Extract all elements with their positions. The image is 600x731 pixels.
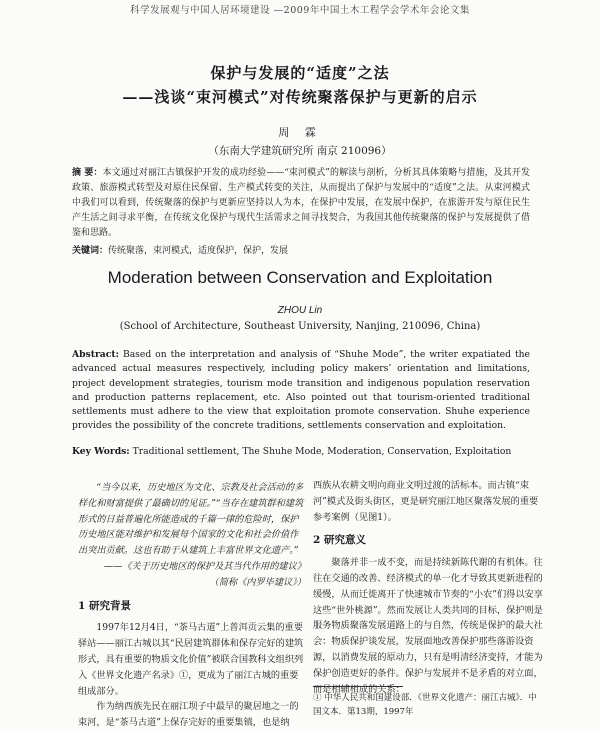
running-header: 科学发展观与中国人居环境建设 —2009年中国土木工程学会学术年会论文集 xyxy=(130,5,470,16)
chinese-keywords-text: 传统聚落，束河模式，适度保护，保护，发展 xyxy=(108,246,289,256)
right-column xyxy=(313,478,543,697)
chinese-abstract-text: 本文通过对丽江古镇保护开发的成功经验——“束河模式”的解读与剖析，分析其具体策略与措施，及其开发政策、旅游模式转型及对原住民保留、生产模式转变的关注，从而提出了保护与发展中的“适度”之法。从束河模式中我们可以看到，传统聚落的保护与更新应坚持以人为本，在保护中发展，在发展中保护，在旅游开发与原住民生产生活之间寻求平衡，在传统文化保护与现代生活需求之间寻找契合，为我国其他传统聚落的保护与发展提供了借鉴和思路。 xyxy=(72,168,530,238)
section-1-heading: 1 研究背景 xyxy=(78,599,131,612)
english-keywords-text: Traditional settlement, The Shuhe Mode, Moderation, Conservation, Exploitation xyxy=(129,446,512,457)
section-1-paragraph-2: 作为纳西族先民在丽江坝子中最早的聚居地之一的束河，是“茶马古道”上保存完好的重要集镇，也是纳 xyxy=(78,701,299,729)
english-abstract xyxy=(72,348,530,434)
footnote-rule xyxy=(313,686,403,687)
epigraph-quote: “当今以来，历史地区为文化、宗教及社会活动的多样化和财富提供了最确切的见证。”“当存在建筑群和建筑形式的日益普遍化所能造成的千篇一律的危险时，保护历史地区能对维护和发展每个国家的文化和社会价值作出突出贡献。这也有助于从建筑上丰富世界文化遗产。” xyxy=(78,482,304,557)
english-abstract-text: Based on the interpretation and analysis of “Shuhe Mode”, the writer expatiated the advanced actual measures respectively, including policy makers’ orientation and limitations, project development strategies, tourism mode transition and indigenous population reservation and production patterns replacement, etc. Also pointed out that tourism-oriented traditional settlements must adhere to the view that exploitation promote conservation. Shuhe experience provides the possibility of the concrete traditions, settlements conservation and exploitation. xyxy=(72,349,530,432)
epigraph-source: ——《关于历史地区的保护及其当代作用的建议》 xyxy=(103,560,306,572)
chinese-subtitle: ——浅谈“束河模式”对传统聚落保护与更新的启示 xyxy=(122,88,478,106)
english-affiliation: (School of Architecture, Southeast University, Nanjing, 210096, China) xyxy=(119,321,481,332)
right-column-paragraph: 西族从农耕文明向商业文明过渡的活标本。而古镇“束河”模式及街头街区，更是研究丽江地区聚落发展的重要参考案例（见图1）。 xyxy=(313,480,539,523)
chinese-title: 保护与发展的“适度”之法 xyxy=(210,64,390,82)
english-abstract-label: Abstract: xyxy=(72,349,119,360)
english-author: ZHOU Lin xyxy=(277,305,323,316)
chinese-abstract-label: 摘 要： xyxy=(72,168,103,178)
footnote: ① 中华人民共和国建设部．《世界文化遗产：丽江古城》．中国文本．第13期，1997年 xyxy=(313,693,537,717)
left-column xyxy=(78,480,306,731)
chinese-keywords-label: 关键词： xyxy=(72,246,109,256)
section-1-paragraph: 1997年12月4日，“茶马古道”上普洱贡云集的重要驿站——丽江古城以其“民居建筑群体和保存完好的建筑形式，具有重要的物质文化价值”被联合国教科文组织列入《世界文化遗产名录》①，更成为了丽江古城的重要组成部分。 xyxy=(78,622,304,697)
section-2-heading: 2 研究意义 xyxy=(313,534,366,547)
chinese-keywords xyxy=(72,244,530,259)
chinese-affiliation: （东南大学建筑研究所 南京 210096） xyxy=(208,145,392,157)
chinese-author: 周 霖 xyxy=(278,126,322,139)
chinese-abstract xyxy=(72,166,530,241)
english-keywords-label: Key Words: xyxy=(72,446,130,457)
section-2-paragraph: 聚落并非一成不变，而是持续新陈代谢的有机体。往往在交通的改善、经济模式的单一化才导致其更新进程的缓慢，从而迁徙离开了快速城市节奏的“小农”们得以安享这些“世外桃源”。然而发展让人类共同的目标，保护则是服务物质聚落发展道路上的与自然，传统是保护的最大社会：物质保护谈发展，发展面地改善保护那些落游设资源，以消费发展的原动力，只有是明清经济变持，才能为保护创造更好的条件。保护与发展并不是矛盾的对立面，而是相辅相成的关系： xyxy=(313,557,543,695)
english-keywords xyxy=(72,445,530,459)
english-title: Moderation between Conservation and Exploitation xyxy=(107,268,493,287)
epigraph-source-note: （简称《内罗毕建议》） xyxy=(209,576,306,588)
